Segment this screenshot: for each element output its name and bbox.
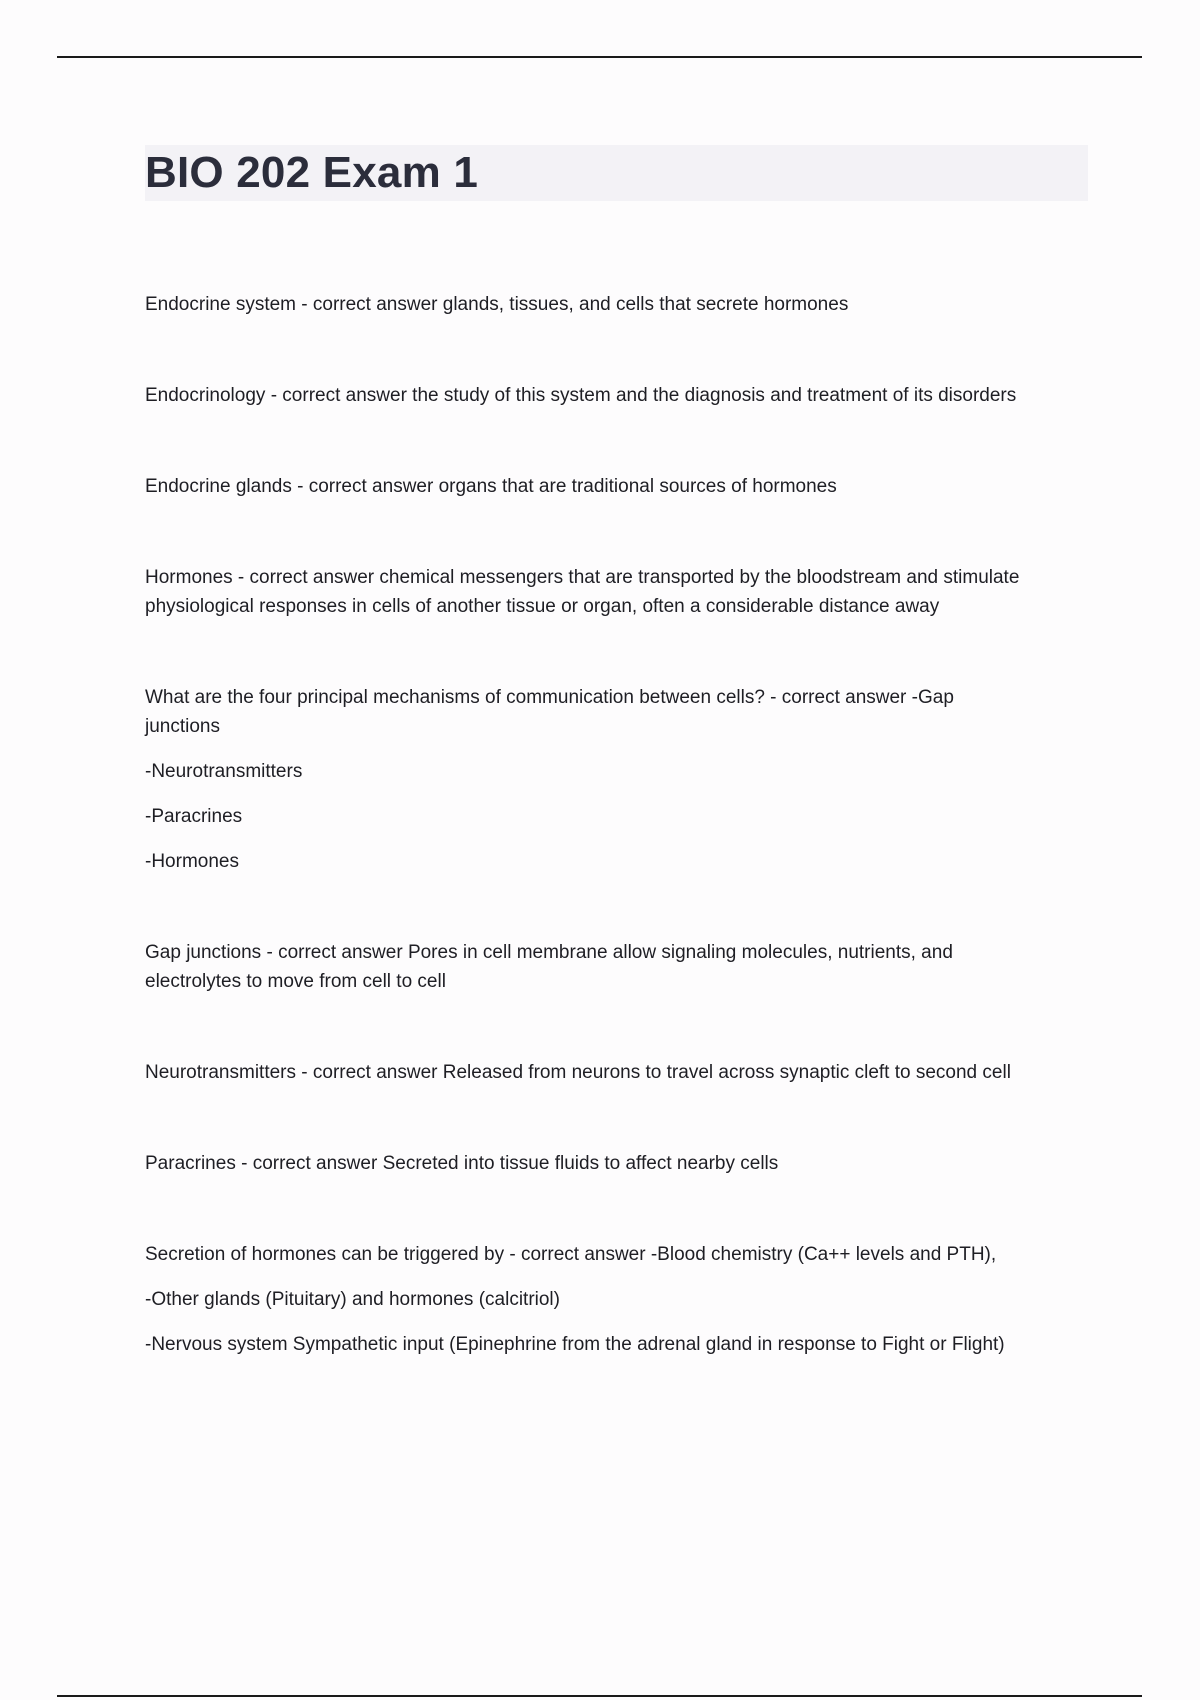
- qa-text: Gap junctions - correct answer Pores in cell membrane allow signaling molecules, nutrients, and electrolytes to move from cell to cell: [145, 942, 953, 992]
- qa-entry: [145, 1240, 1090, 1359]
- qa-entry: [145, 1149, 1090, 1178]
- qa-list-item: -Other glands (Pituitary) and hormones (calcitriol): [145, 1289, 560, 1310]
- qa-list-item: -Paracrines: [145, 806, 243, 827]
- qa-text: Neurotransmitters - correct answer Released from neurons to travel across synaptic cleft to second cell: [145, 1062, 1011, 1083]
- qa-list-item: -Neurotransmitters: [145, 761, 303, 782]
- qa-entry: [145, 290, 945, 319]
- qa-entry: [145, 938, 1025, 996]
- qa-entry: [145, 381, 1090, 410]
- qa-text: Secretion of hormones can be triggered by - correct answer -Blood chemistry (Ca++ levels and PTH),: [145, 1244, 997, 1265]
- qa-list-item: -Nervous system Sympathetic input (Epinephrine from the adrenal gland in response to Fight or Flight): [145, 1334, 1005, 1355]
- qa-entry: [145, 472, 1090, 501]
- qa-entry: [145, 1058, 1090, 1087]
- bottom-rule: [57, 1695, 1142, 1697]
- qa-text: Endocrinology - correct answer the study of this system and the diagnosis and treatment of its disorders: [145, 385, 1017, 406]
- document-body: [145, 290, 1090, 1421]
- qa-entry: [145, 683, 1025, 876]
- qa-text: Endocrine glands - correct answer organs that are traditional sources of hormones: [145, 476, 837, 497]
- qa-text: Endocrine system - correct answer glands, tissues, and cells that secrete hormones: [145, 294, 849, 315]
- qa-entry: [145, 563, 1090, 621]
- qa-text: Paracrines - correct answer Secreted into tissue fluids to affect nearby cells: [145, 1153, 779, 1174]
- qa-text: Hormones - correct answer chemical messengers that are transported by the bloodstream and stimulate physiological responses in cells of another tissue or organ, often a considerable distance away: [145, 567, 1020, 617]
- qa-list-item: -Hormones: [145, 851, 239, 872]
- document-title: BIO 202 Exam 1: [145, 148, 478, 197]
- top-rule: [57, 56, 1142, 58]
- qa-text: What are the four principal mechanisms of communication between cells? - correct answer -Gap junctions: [145, 687, 954, 737]
